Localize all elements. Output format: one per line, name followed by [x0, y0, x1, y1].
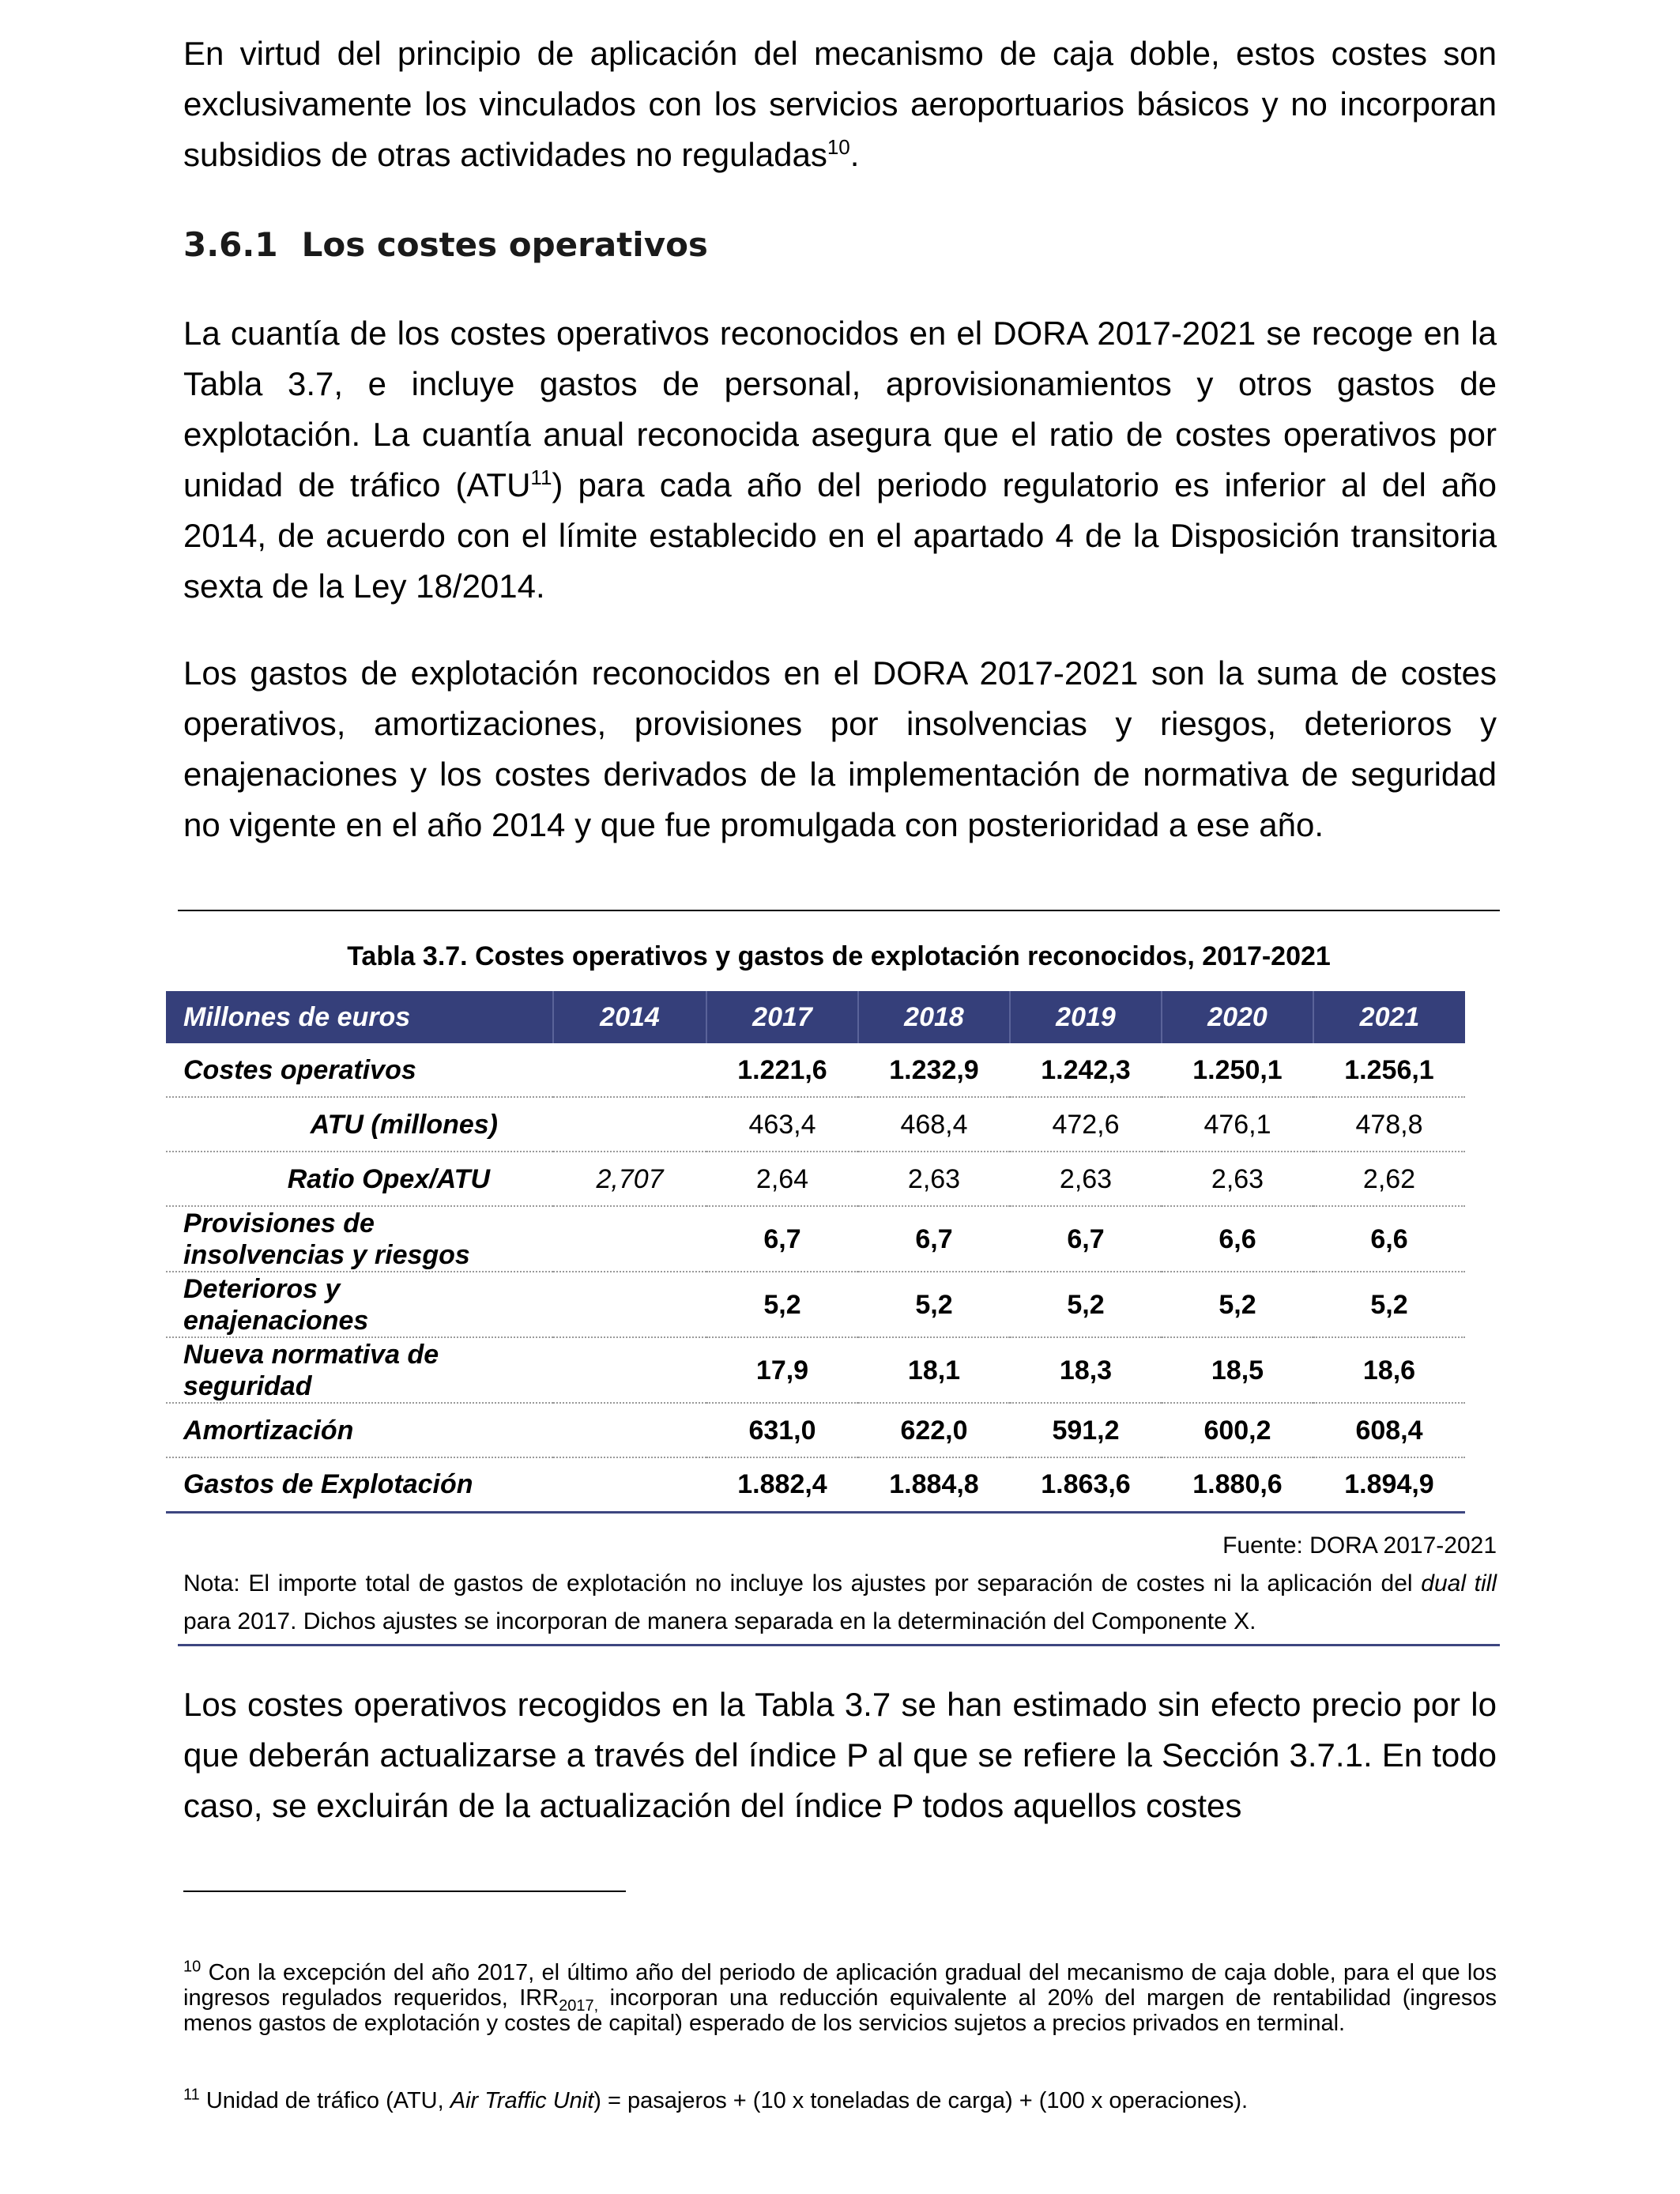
- row-label: Provisiones de insolvencias y riesgos: [166, 1206, 553, 1272]
- table-note: Nota: El importe total de gastos de explotación no incluye los ajustes por separación de costes ni la aplicación del dual till para 2017. Dichos ajustes se incorporan de manera separada en la determinación del Componente X.: [183, 1570, 1497, 1634]
- cell-2014: [553, 1403, 706, 1457]
- cell-value: 1.256,1: [1313, 1043, 1465, 1097]
- cell-value: 5,2: [1162, 1272, 1313, 1337]
- cell-2014: [553, 1272, 706, 1337]
- cell-value: 1.863,6: [1010, 1457, 1162, 1512]
- cell-value: 600,2: [1162, 1403, 1313, 1457]
- table-row: [166, 1206, 1465, 1272]
- cell-value: 18,6: [1313, 1337, 1465, 1403]
- header-year: 2014: [553, 991, 706, 1043]
- row-label: Costes operativos: [166, 1043, 553, 1097]
- cell-value: 5,2: [1313, 1272, 1465, 1337]
- intro-paragraph: En virtud del principio de aplicación del mecanismo de caja doble, estos costes son exclusivamente los vinculados con los servicios aeroportuarios básicos y no incorporan subsidios de otras actividades no reguladas$^{10}$.: [183, 35, 1497, 173]
- header-year: 2020: [1162, 991, 1313, 1043]
- cell-value: 1.250,1: [1162, 1043, 1313, 1097]
- cell-2014: [553, 1043, 706, 1097]
- costs-table: [166, 991, 1465, 1514]
- footnote-11: $^{11}$ Unidad de tráfico (ATU, Air Traffic Unit) = pasajeros + (10 x toneladas de carga) + (100 x operaciones).: [183, 2086, 1249, 2113]
- cell-value: 2,63: [1010, 1152, 1162, 1206]
- cell-2014: [553, 1097, 706, 1152]
- cell-2014: [553, 1457, 706, 1512]
- cell-value: 2,62: [1313, 1152, 1465, 1206]
- row-label: Gastos de Explotación: [166, 1457, 553, 1512]
- section-number: 3.6.1: [183, 225, 278, 264]
- footnote-ref-10[interactable]: 10: [827, 135, 850, 159]
- cell-value: 1.880,6: [1162, 1457, 1313, 1512]
- table-source: Fuente: DORA 2017-2021: [1222, 1532, 1497, 1559]
- table-row: [166, 1043, 1465, 1097]
- cell-value: 1.894,9: [1313, 1457, 1465, 1512]
- header-year: 2018: [858, 991, 1010, 1043]
- indice-paragraph: Los costes operativos recogidos en la Tabla 3.7 se han estimado sin efecto precio por lo que deberán actualizarse a través del índice P al que se refiere la Sección 3.7.1. En todo caso, se excluirán de la actualización del índice P todos aquellos costes: [183, 1686, 1497, 1824]
- cell-value: 6,7: [706, 1206, 858, 1272]
- header-unit: Millones de euros: [166, 991, 553, 1043]
- gastos-paragraph: Los gastos de explotación reconocidos en el DORA 2017-2021 son la suma de costes operativos, amortizaciones, provisiones por insolvencias y riesgos, deterioros y enajenaciones y los costes derivados de la implementación de normativa de seguridad no vigente en el año 2014 y que fue promulgada con posterioridad a ese año.: [183, 654, 1497, 843]
- costes-paragraph: La cuantía de los costes operativos reconocidos en el DORA 2017-2021 se recoge en la Tabla 3.7, e incluye gastos de personal, aprovisionamientos y otros gastos de explotación. La cuantía anual reconocida asegura que el ratio de costes operativos por unidad de tráfico (ATU$^{11}$) para cada año del periodo regulatorio es inferior al del año 2014, de acuerdo con el límite establecido en el apartado 4 de la Disposición transitoria sexta de la Ley 18/2014.: [183, 315, 1497, 605]
- cell-value: 608,4: [1313, 1403, 1465, 1457]
- cell-value: 1.232,9: [858, 1043, 1010, 1097]
- table-row-total: [166, 1457, 1465, 1512]
- cell-value: 472,6: [1010, 1097, 1162, 1152]
- cell-value: 2,63: [858, 1152, 1010, 1206]
- cell-value: 6,6: [1313, 1206, 1465, 1272]
- cell-value: 5,2: [1010, 1272, 1162, 1337]
- header-year: 2021: [1313, 991, 1465, 1043]
- header-year: 2019: [1010, 991, 1162, 1043]
- section-title: Los costes operativos: [301, 225, 708, 264]
- table-row: [166, 1272, 1465, 1337]
- cell-value: 591,2: [1010, 1403, 1162, 1457]
- footnote-ref-11[interactable]: 11: [530, 466, 552, 489]
- cell-value: 2,63: [1162, 1152, 1313, 1206]
- cell-value: 1.221,6: [706, 1043, 858, 1097]
- cell-value: 1.884,8: [858, 1457, 1010, 1512]
- cell-2014: 2,707: [553, 1152, 706, 1206]
- cell-value: 476,1: [1162, 1097, 1313, 1152]
- cell-2014: [553, 1206, 706, 1272]
- cell-value: 468,4: [858, 1097, 1010, 1152]
- cell-value: 631,0: [706, 1403, 858, 1457]
- table-title: Tabla 3.7. Costes operativos y gastos de explotación reconocidos, 2017-2021: [347, 941, 1331, 971]
- row-label: Ratio Opex/ATU: [166, 1152, 553, 1206]
- section-heading: [183, 221, 708, 269]
- cell-value: 622,0: [858, 1403, 1010, 1457]
- footnote-separator: [183, 1891, 626, 1892]
- table-row: [166, 1403, 1465, 1457]
- cell-value: 2,64: [706, 1152, 858, 1206]
- table-row: [166, 1337, 1465, 1403]
- cell-2014: [553, 1337, 706, 1403]
- cell-value: 18,1: [858, 1337, 1010, 1403]
- cell-value: 18,3: [1010, 1337, 1162, 1403]
- cell-value: 463,4: [706, 1097, 858, 1152]
- row-label: Amortización: [166, 1403, 553, 1457]
- cell-value: 1.882,4: [706, 1457, 858, 1512]
- table-row: [166, 1097, 1465, 1152]
- row-label: Nueva normativa de seguridad: [166, 1337, 553, 1403]
- cell-value: 1.242,3: [1010, 1043, 1162, 1097]
- cell-value: 6,6: [1162, 1206, 1313, 1272]
- cell-value: 17,9: [706, 1337, 858, 1403]
- row-label: Deterioros y enajenaciones: [166, 1272, 553, 1337]
- cell-value: 5,2: [858, 1272, 1010, 1337]
- row-label: ATU (millones): [166, 1097, 553, 1152]
- table-header-row: [166, 991, 1465, 1043]
- cell-value: 18,5: [1162, 1337, 1313, 1403]
- header-year: 2017: [706, 991, 858, 1043]
- table-bottom-rule: [178, 1644, 1500, 1646]
- cell-value: 6,7: [858, 1206, 1010, 1272]
- table-top-rule: [178, 910, 1500, 911]
- cell-value: 5,2: [706, 1272, 858, 1337]
- cell-value: 478,8: [1313, 1097, 1465, 1152]
- table-row: [166, 1152, 1465, 1206]
- footnote-10: $^{10}$ Con la excepción del año 2017, el último año del periodo de aplicación gradual del mecanismo de caja doble, para el que los ingresos regulados requeridos, $IRR_{2017,}$ incorporan una reducción equivalente al 20% del margen de rentabilidad (ingresos menos gastos de explotación y costes de capital) esperado de los servicios sujetos a precios privados en terminal.: [183, 1958, 1497, 2036]
- cell-value: 6,7: [1010, 1206, 1162, 1272]
